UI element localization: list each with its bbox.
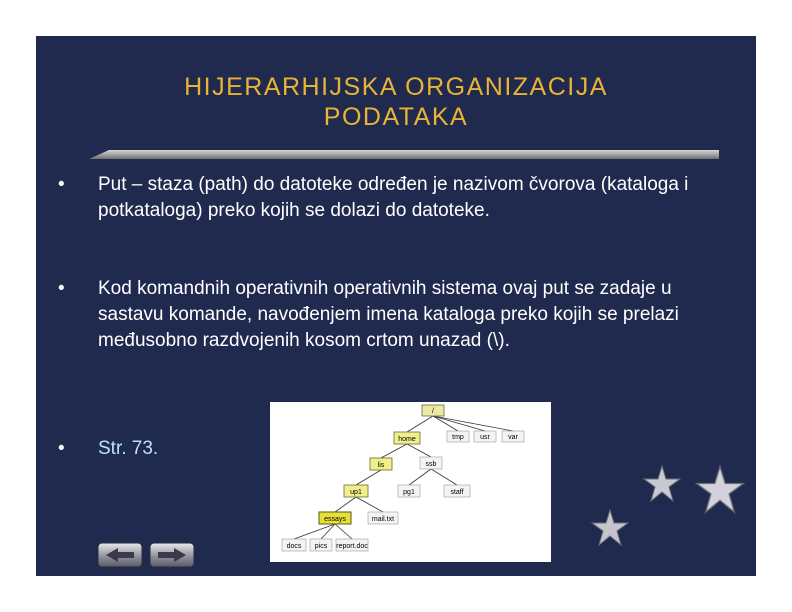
svg-text:docs: docs	[286, 543, 302, 550]
next-slide-button[interactable]	[150, 543, 194, 567]
tree-node-pics	[310, 539, 332, 551]
tree-node-pg1	[398, 485, 420, 497]
svg-text:var: var	[508, 434, 518, 441]
tree-node-mail	[368, 512, 398, 524]
svg-text:home: home	[398, 436, 416, 443]
slide	[36, 36, 756, 576]
svg-text:tmp: tmp	[452, 434, 464, 441]
slide-navigation	[98, 543, 194, 567]
bullet-symbol: •	[58, 438, 65, 459]
star-icon	[590, 508, 630, 548]
bullet-text: Put – staza (path) do datoteke određen je nazivom čvorova (kataloga i potkataloga) preko kojih se dolazi do datoteke.	[98, 174, 689, 221]
tree-node-usr	[474, 431, 496, 442]
tree-node-tmp	[447, 431, 469, 442]
svg-text:mail.txt: mail.txt	[371, 516, 395, 523]
svg-text:up1: up1	[350, 489, 362, 496]
title-line-2: PODATAKA	[323, 103, 469, 131]
svg-text:report.doc: report.doc	[336, 543, 368, 550]
directory-tree-image	[270, 402, 551, 562]
svg-text:staff: staff	[450, 489, 464, 496]
tree-node-home	[394, 432, 420, 444]
tree-node-root	[422, 405, 444, 416]
tree-node-report	[336, 539, 368, 551]
tree-node-staff	[444, 485, 470, 497]
tree-node-var	[502, 431, 524, 442]
title-divider	[89, 150, 719, 159]
svg-text:essays: essays	[324, 516, 346, 523]
svg-text:lis: lis	[377, 462, 385, 469]
svg-text:ssb: ssb	[425, 461, 437, 468]
tree-node-essays	[319, 512, 351, 524]
svg-text:usr: usr	[480, 434, 490, 441]
svg-text:/: /	[432, 408, 434, 415]
tree-node-lis	[370, 458, 392, 470]
tree-node-up1	[344, 485, 368, 497]
tree-node-docs	[282, 539, 306, 551]
svg-text:pg1: pg1	[403, 489, 415, 496]
tree-node-ssb	[420, 457, 442, 469]
bullet-symbol: •	[58, 174, 65, 195]
prev-slide-button[interactable]	[98, 543, 142, 567]
bullet-text: Kod komandnih operativnih operativnih sistema ovaj put se zadaje u sastavu komande, navođenjem imena kataloga preko kojih se prelazi međusobno razdvojenih kosom crtom unazad (\).	[98, 278, 679, 351]
star-icon	[642, 464, 682, 504]
svg-text:pics: pics	[314, 543, 328, 550]
star-icon	[694, 464, 746, 516]
bullet-symbol: •	[58, 278, 65, 299]
page-reference-link[interactable]: Str. 73.	[98, 438, 159, 459]
slide-title	[106, 72, 686, 132]
title-line-1: HIJERARHIJSKA ORGANIZACIJA	[184, 73, 608, 101]
